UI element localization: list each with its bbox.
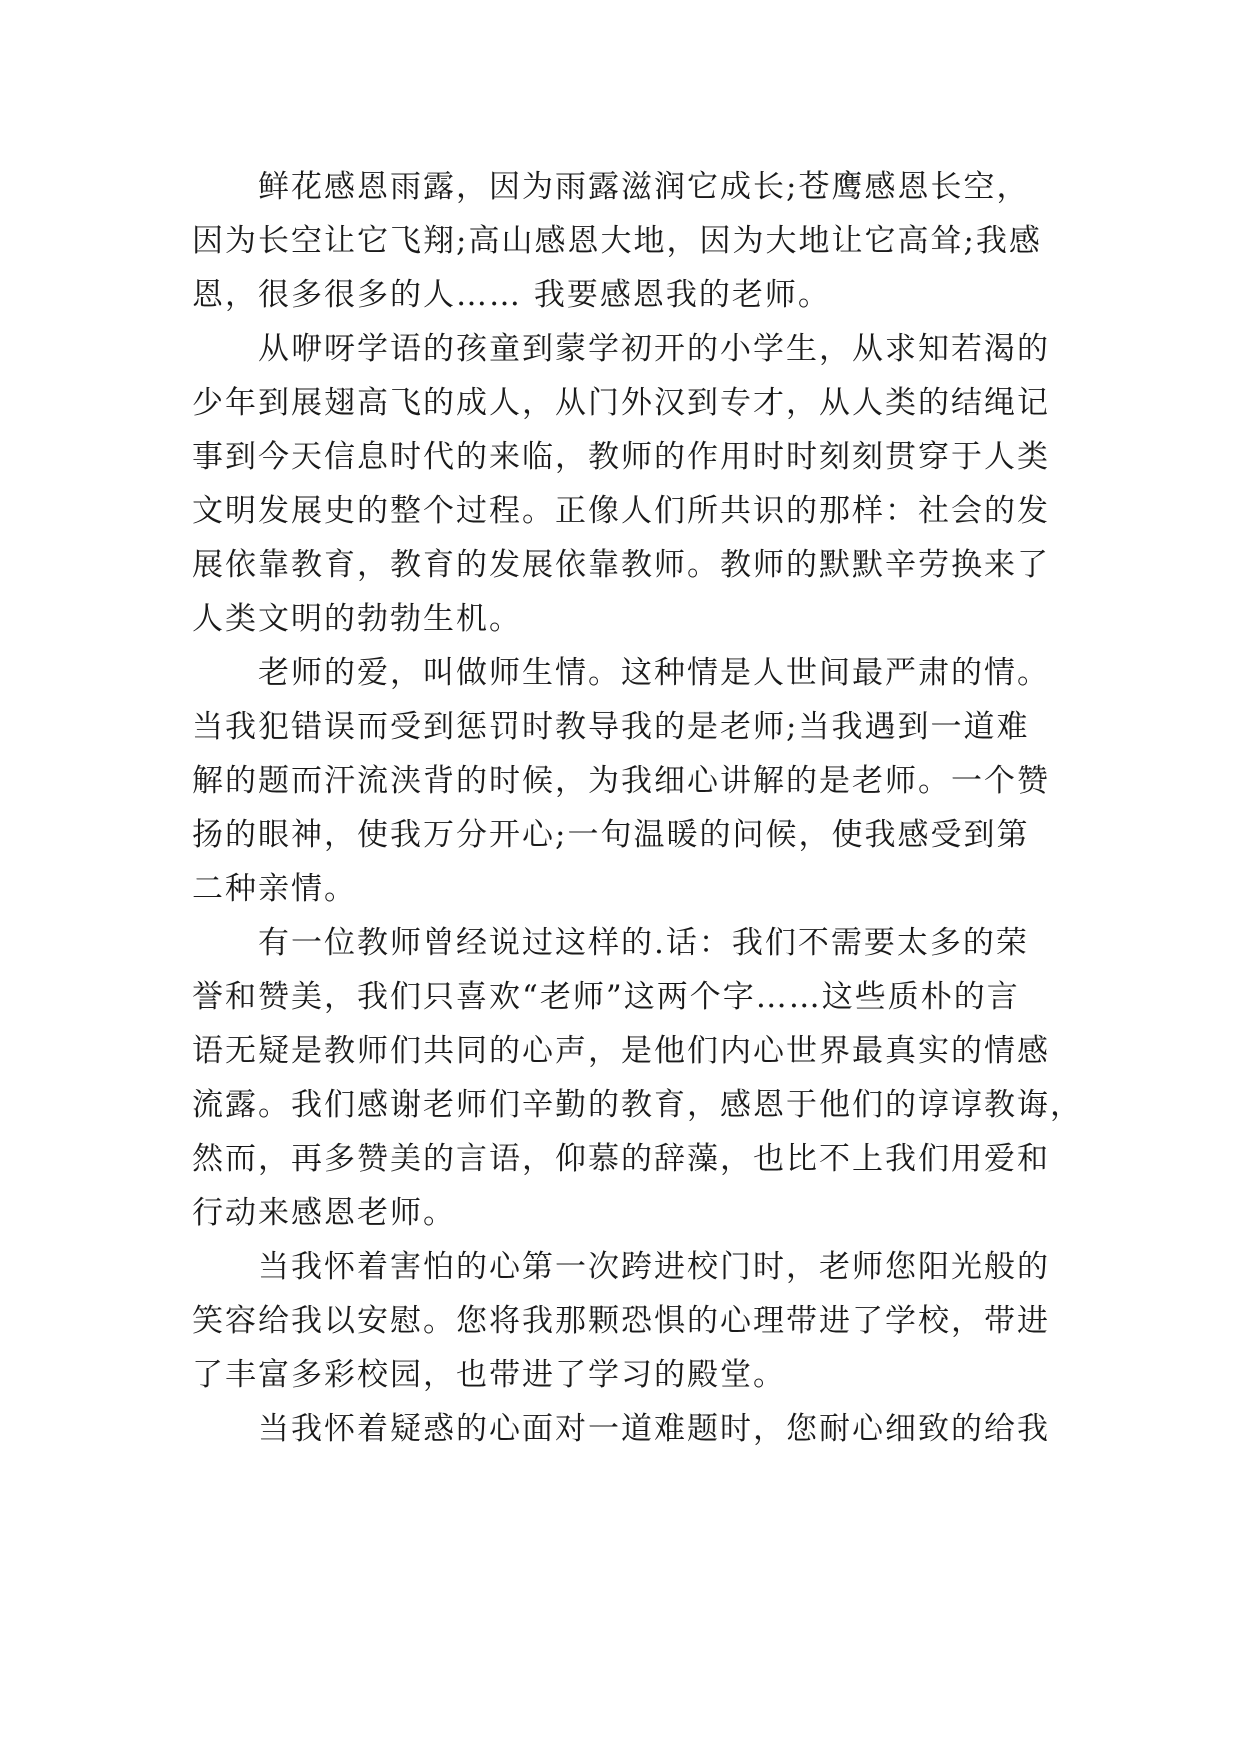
text-line: 誉和赞美，我们只喜欢“老师”这两个字……这些质朴的言 [192, 979, 1020, 1015]
text-line: 老师的爱，叫做师生情。这种情是人世间最严肃的情。 [258, 655, 1050, 691]
text-line: 扬的眼神，使我万分开心;一句温暖的问候，使我感受到第 [192, 817, 1030, 853]
text-line: 事到今天信息时代的来临，教师的作用时时刻刻贯穿于人类 [192, 439, 1050, 475]
text-line: 从咿呀学语的孩童到蒙学初开的小学生，从求知若渴的 [258, 331, 1050, 367]
text-line: 二种亲情。 [192, 871, 357, 907]
paragraph [192, 322, 1072, 646]
text-line: 因为长空让它飞翔;高山感恩大地，因为大地让它高耸;我感 [192, 223, 1042, 259]
text-line: 流露。我们感谢老师们辛勤的教育，感恩于他们的谆谆教诲， [192, 1087, 1083, 1123]
text-line: 鲜花感恩雨露，因为雨露滋润它成长;苍鹰感恩长空， [258, 169, 1030, 205]
text-line: 解的题而汗流浃背的时候，为我细心讲解的是老师。一个赞 [192, 763, 1050, 799]
paragraph [192, 1402, 1072, 1456]
paragraph [192, 160, 1072, 322]
paragraph [192, 1240, 1072, 1402]
text-line: 当我怀着疑惑的心面对一道难题时，您耐心细致的给我 [258, 1411, 1050, 1447]
text-line: 少年到展翅高飞的成人，从门外汉到专才，从人类的结绳记 [192, 385, 1050, 421]
text-line: 文明发展史的整个过程。正像人们所共识的那样：社会的发 [192, 493, 1050, 529]
text-line: 恩，很多很多的人…… 我要感恩我的老师。 [192, 277, 831, 313]
text-line: 语无疑是教师们共同的心声，是他们内心世界最真实的情感 [192, 1033, 1050, 1069]
paragraph [192, 916, 1083, 1240]
paragraph [192, 646, 1072, 916]
text-line: 了丰富多彩校园，也带进了学习的殿堂。 [192, 1357, 786, 1393]
text-line: 展依靠教育，教育的发展依靠教师。教师的默默辛劳换来了 [192, 547, 1050, 583]
text-line: 行动来感恩老师。 [192, 1195, 456, 1231]
document-body [192, 160, 1083, 1456]
text-line: 笑容给我以安慰。您将我那颗恐惧的心理带进了学校，带进 [192, 1303, 1050, 1339]
text-line: 当我犯错误而受到惩罚时教导我的是老师;当我遇到一道难 [192, 709, 1030, 745]
text-line: 当我怀着害怕的心第一次跨进校门时，老师您阳光般的 [258, 1249, 1050, 1285]
text-line: 有一位教师曾经说过这样的.话：我们不需要太多的荣 [258, 925, 1029, 961]
text-line: 人类文明的勃勃生机。 [192, 601, 522, 637]
text-line: 然而，再多赞美的言语，仰慕的辞藻，也比不上我们用爱和 [192, 1141, 1050, 1177]
